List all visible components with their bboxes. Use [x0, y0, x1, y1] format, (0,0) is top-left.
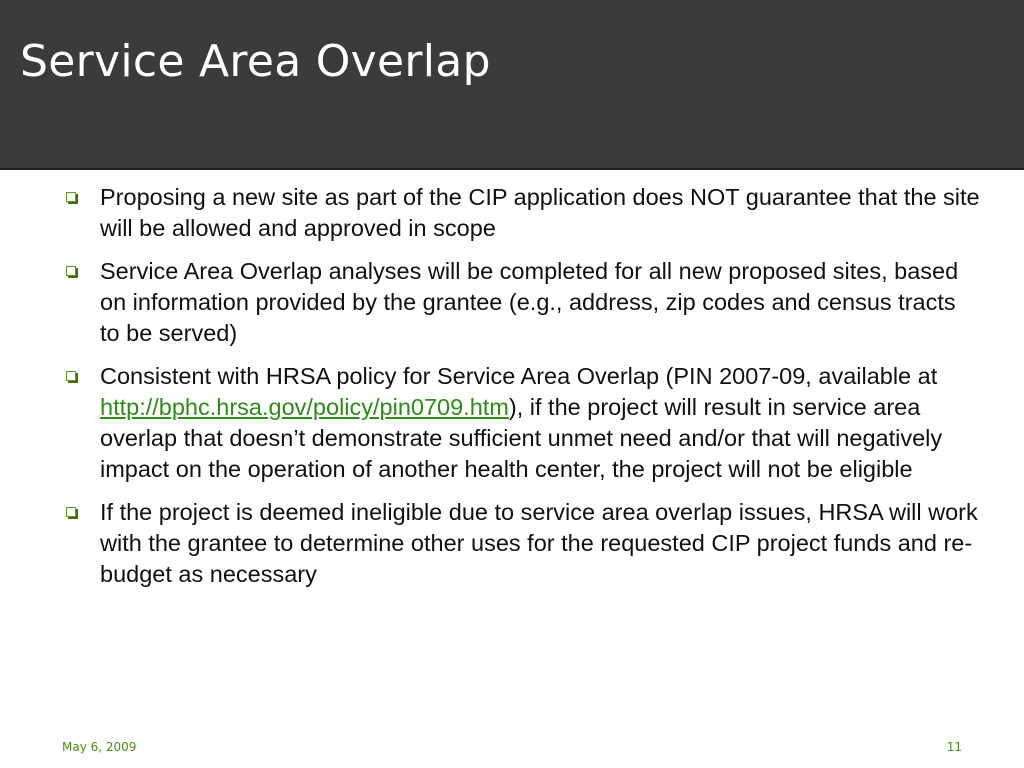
checkbox-square-icon — [66, 266, 76, 276]
bullet-text-after-link: ), if the project will result in service area overlap that doesn’t demonstrate sufficient unmet need and/or that will negatively impact on the operation of another health center, the project will not be eligible — [100, 394, 943, 482]
slide-title: Service Area Overlap — [20, 36, 491, 87]
footer-page-number: 11 — [946, 740, 962, 754]
checkbox-square-icon — [66, 507, 76, 517]
pin-policy-link[interactable]: http://bphc.hrsa.gov/policy/pin0709.htm — [100, 394, 509, 420]
bullet-text: Proposing a new site as part of the CIP application does NOT guarantee that the site will be allowed and approved in scope — [100, 184, 980, 241]
bullet-item — [60, 361, 980, 485]
checkbox-square-icon — [66, 192, 76, 202]
bullet-text-before-link: Consistent with HRSA policy for Service Area Overlap (PIN 2007-09, available at — [100, 363, 938, 389]
bullet-item — [60, 256, 980, 349]
checkbox-square-icon — [66, 371, 76, 381]
footer-date: May 6, 2009 — [62, 740, 137, 754]
bullet-list — [60, 182, 980, 602]
bullet-item — [60, 182, 980, 244]
bullet-text: If the project is deemed ineligible due to service area overlap issues, HRSA will work with the grantee to determine other uses for the requested CIP project funds and re-budget as necessary — [100, 499, 978, 587]
title-bar — [0, 0, 1024, 170]
bullet-text: Service Area Overlap analyses will be completed for all new proposed sites, based on information provided by the grantee (e.g., address, zip codes and census tracts to be served) — [100, 258, 959, 346]
bullet-item — [60, 497, 980, 590]
